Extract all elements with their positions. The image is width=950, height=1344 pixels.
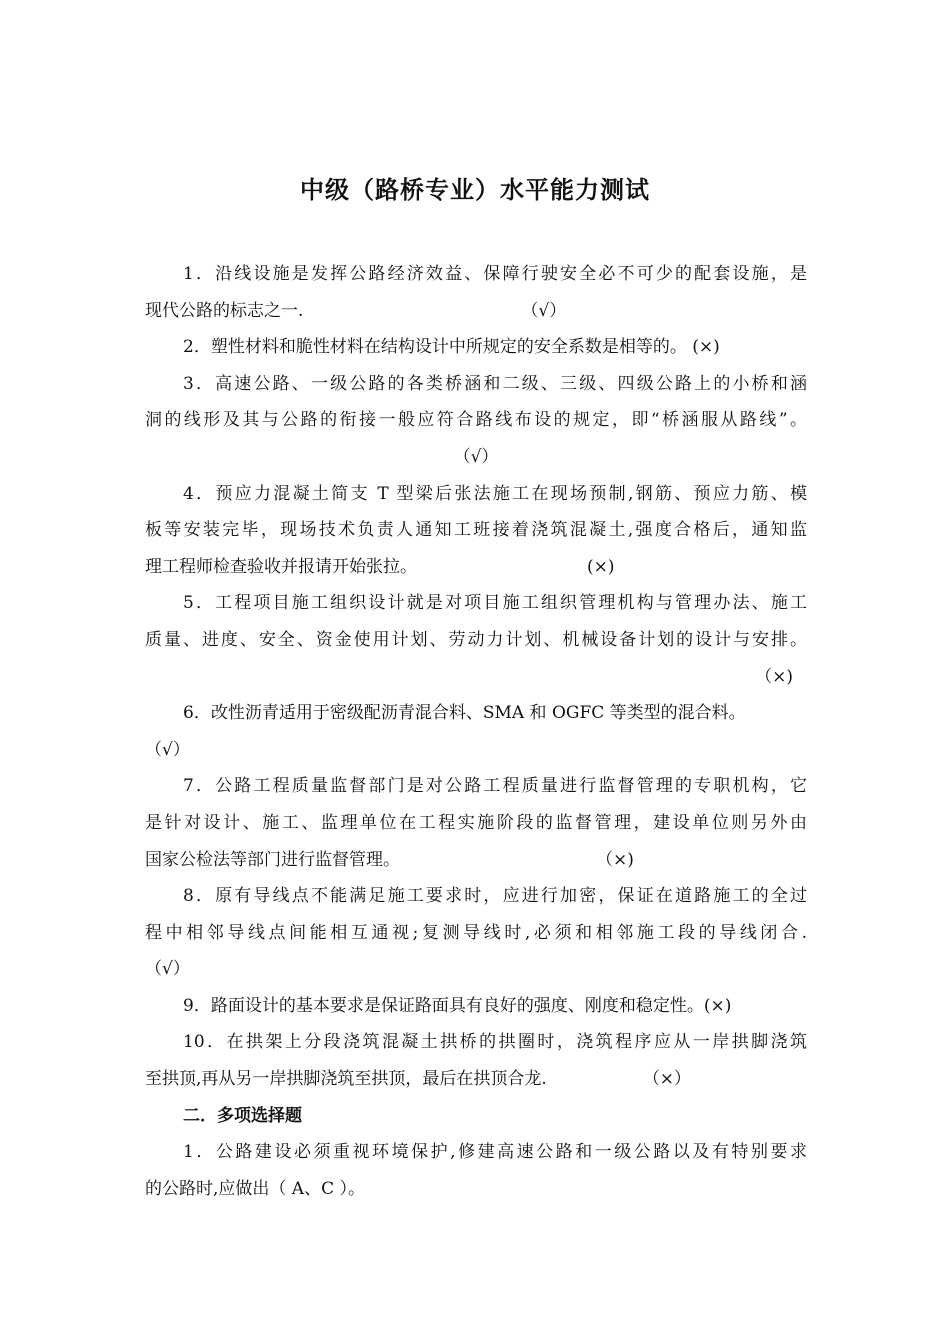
answer-mark: （×） [642, 1069, 692, 1090]
question-9-line: 9．路面设计的基本要求是保证路面具有良好的强度、刚度和稳定性。(×) [183, 995, 732, 1016]
question-10-line-1: 10．在拱架上分段浇筑混凝土拱桥的拱圈时，浇筑程序应从一岸拱脚浇筑 [183, 1032, 807, 1053]
question-7-line-3 [145, 842, 807, 879]
document-body [145, 256, 807, 1207]
question-2-line: 2．塑性材料和脆性材料在结构设计中所规定的安全系数是相等的。 (×) [183, 337, 720, 358]
question-3-line-1: 3．高速公路、一级公路的各类桥涵和二级、三级、四级公路上的小桥和涵 [183, 373, 807, 394]
question-1-text-end: 现代公路的标志之一. [145, 300, 304, 321]
answer-mark: （×) [596, 849, 634, 870]
question-4-line-1: 4．预应力混凝土简支 T 型梁后张法施工在现场预制,钢筋、预应力筋、模 [183, 483, 807, 504]
question-1-line-2 [145, 293, 807, 330]
page-title: 中级（路桥专业）水平能力测试 [300, 176, 650, 204]
question-8-line-2: 程中相邻导线点间能相互通视;复测导线时,必须和相邻施工段的导线闭合. [145, 922, 807, 943]
section-heading: 二．多项选择题 [183, 1105, 302, 1126]
question-4-line-2: 板等安装完毕，现场技术负责人通知工班接着浇筑混凝土,强度合格后，通知监 [145, 520, 807, 541]
answer-mark: （√） [453, 446, 499, 467]
question-4-line-3 [145, 549, 807, 586]
question-5-line-1: 5．工程项目施工组织设计就是对项目施工组织管理机构与管理办法、施工 [183, 593, 807, 614]
answer-mark: （√） [145, 959, 190, 980]
question-8-line-1: 8．原有导线点不能满足施工要求时，应进行加密，保证在道路施工的全过 [183, 886, 807, 907]
multi-question-1-line-2: 的公路时,应做出（ A、C ）。 [145, 1178, 365, 1199]
answer-mark: (×) [587, 556, 615, 577]
question-3-line-2: 洞的线形及其与公路的衔接一般应符合路线布设的规定，即“桥涵服从路线”。 [145, 410, 807, 431]
question-4-text-end: 理工程师检查验收并报请开始张拉。 [145, 556, 417, 577]
answer-mark: （√） [145, 739, 190, 760]
question-6-line-1: 6．改性沥青适用于密级配沥青混合料、SMA 和 OGFC 等类型的混合料。 [183, 703, 746, 724]
question-7-line-2: 是针对设计、施工、监理单位在工程实施阶段的监督管理，建设单位则另外由 [145, 812, 807, 833]
question-7-line-1: 7．公路工程质量监督部门是对公路工程质量进行监督管理的专职机构，它 [183, 776, 807, 797]
question-1-line-1: 1．沿线设施是发挥公路经济效益、保障行驶安全必不可少的配套设施，是 [183, 264, 807, 284]
question-10-text-end: 至拱顶,再从另一岸拱脚浇筑至拱顶，最后在拱顶合龙. [145, 1069, 547, 1090]
question-7-text-end: 国家公检法等部门进行监督管理。 [145, 849, 400, 870]
answer-mark: （√） [521, 300, 567, 321]
question-5-line-2: 质量、进度、安全、资金使用计划、劳动力计划、机械设备计划的设计与安排。 [145, 629, 807, 650]
multi-question-1-line-1: 1．公路建设必须重视环境保护,修建高速公路和一级公路以及有特别要求 [183, 1142, 807, 1163]
answer-mark: （×) [755, 666, 793, 687]
question-10-line-2 [145, 1061, 807, 1098]
